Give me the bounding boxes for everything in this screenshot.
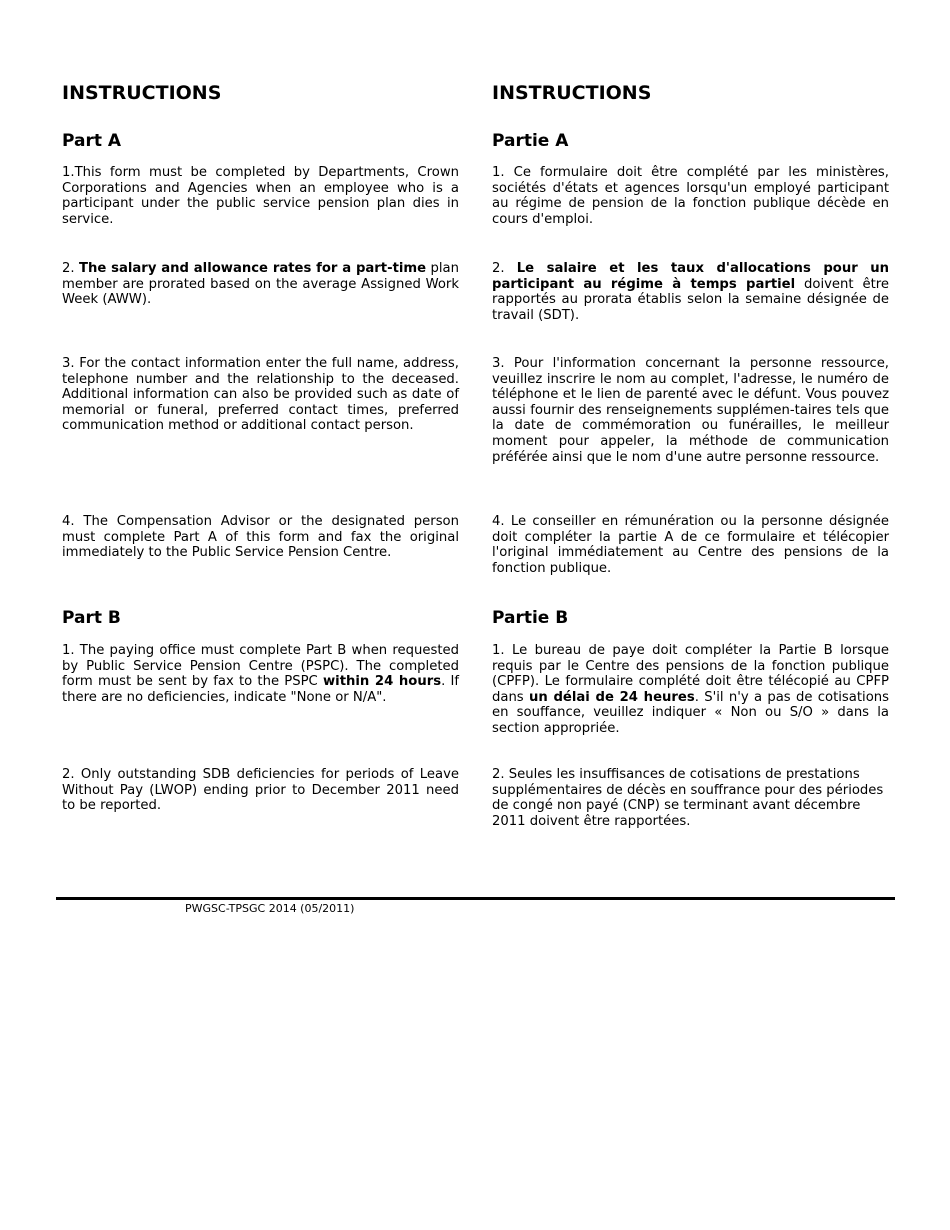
footer-rule [56,897,895,900]
part-b-heading-fr: Partie B [492,608,569,628]
part-b-item-2-fr: 2. Seules les insuffisances de cotisations de prestations supplémentaires de décès en souffrance pour des périodes de congé non payé (CNP) se terminant avant décembre 2011 doivent être rapportées. [492,767,884,829]
instructions-title-en: INSTRUCTIONS [62,82,222,104]
part-a-item-2-fr: 2. Le salaire et les taux d'allocations pour un participant au régime à temps partiel doivent être rapportés au prorata établis selon la semaine désignée de travail (SDT). [492,261,890,323]
part-a-item-1-fr: 1. Ce formulaire doit être complété par les ministères, sociétés d'états et agences lorsqu'un employé participant au régime de pension de la fonction publique décède en cours d'emploi. [492,165,889,227]
part-a-heading-en: Part A [62,131,122,151]
part-b-item-2-en: 2. Only outstanding SDB deficiencies for periods of Leave Without Pay (LWOP) ending prior to December 2011 need to be reported. [62,767,459,814]
part-b-item-1-en: 1. The paying office must complete Part B when requested by Public Service Pension Centre (PSPC). The completed form must be sent by fax to the PSPC within 24 hours. If there are no deficiencies, indicate "None or N/A". [62,643,459,705]
form-number: PWGSC-TPSGC 2014 (05/2011) [185,902,355,915]
part-b-item-1-fr: 1. Le bureau de paye doit compléter la Partie B lorsque requis par le Centre des pensions de la fonction publique (CPFP). Le formulaire complété doit être télécopié au CPFP dans un délai de 24 heures. S'il n'y a pas de cotisations en souffance, veuillez indiquer « Non ou S/O » dans la section appropriée. [492,643,889,736]
instructions-title-fr: INSTRUCTIONS [492,82,652,104]
part-a-item-2-en: 2. The salary and allowance rates for a part-time plan member are prorated based on the average Assigned Work Week (AWW). [62,261,459,308]
part-a-item-4-en: 4. The Compensation Advisor or the designated person must complete Part A of this form and fax the original immediately to the Public Service Pension Centre. [62,514,459,561]
part-a-item-1-en: 1.This form must be completed by Departments, Crown Corporations and Agencies when an employee who is a participant under the public service pension plan dies in service. [62,165,459,227]
part-a-item-4-fr: 4. Le conseiller en rémunération ou la personne désignée doit compléter la partie A de ce formulaire et télécopier l'original immédiatement au Centre des pensions de la fonction publique. [492,514,889,576]
part-a-item-3-fr: 3. Pour l'information concernant la personne ressource, veuillez inscrire le nom au complet, l'adresse, le numéro de téléphone et le lien de parenté avec le défunt. Vous pouvez aussi fournir des renseignements supplémen-taires tels que la date de commémoration ou funérailles, le meilleur moment pour appeler, la méthode de communication préférée ainsi que le nom d'une autre personne ressource. [492,356,889,465]
part-a-heading-fr: Partie A [492,131,569,151]
part-b-heading-en: Part B [62,608,121,628]
part-a-item-3-en: 3. For the contact information enter the full name, address, telephone number and the relationship to the deceased. Additional information can also be provided such as date of memorial or funeral, preferred contact times, preferred communication method or additional contact person. [62,356,459,434]
